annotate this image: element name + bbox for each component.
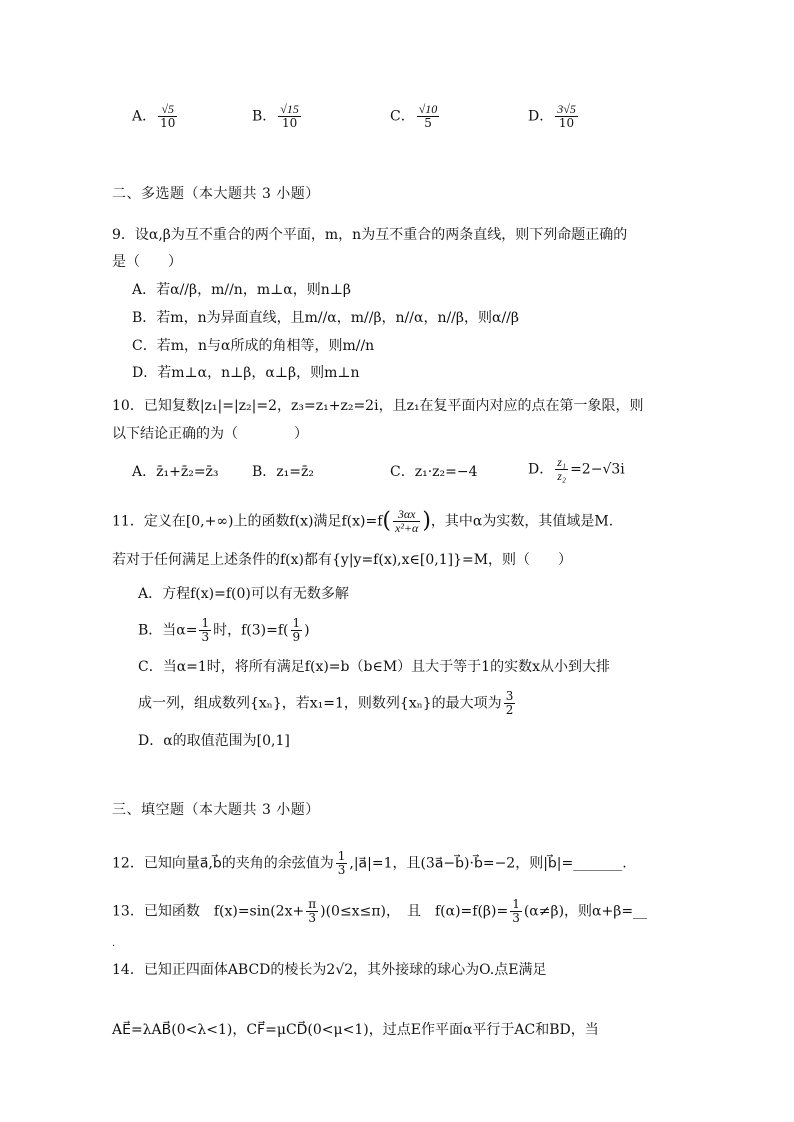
q9-option-d: D．若m⊥α，n⊥β，α⊥β，则m⊥n xyxy=(132,365,360,381)
q8-option-b: B． $\frac{√15}{10}$ xyxy=(252,102,299,130)
q9-option-a: A．若α//β，m//n，m⊥α，则n⊥β xyxy=(132,282,351,298)
q11-option-c-line2: 成一列，组成数列{xₙ}，若x₁=1，则数列{xₙ}的最大项为 $\frac{3}{2}$ xyxy=(138,689,514,717)
q11-option-b: B．当α= $\frac{1}{3}$ 时，f(3)=f( $\frac{1}{9}$ ) xyxy=(138,616,310,644)
q11-stem-line2: 若对于任何满足上述条件的f(x)都有{y|y=f(x),x∈[0,1]}=M，则（ ） xyxy=(112,552,573,568)
q8-option-c: C． $\frac{√10}{5}$ xyxy=(390,102,438,130)
q10-stem-line1: 10．已知复数|z₁|=|z₂|=2，z₃=z₁+z₂=2i，且z₁在复平面内对应的点在第一象限，则 xyxy=(112,398,644,414)
q11-option-c-line1: C．当α=1时，将所有满足f(x)=b（b∈M）且大于等于1的实数x从小到大排 xyxy=(138,659,610,675)
q10-stem-line2: 以下结论正确的为（ ） xyxy=(112,426,308,442)
q13-stem: 13．已知函数 f(x)=sin(2x+ $\frac{\pi}{3}$ )(0≤x≤π)， 且 f(α)=f(β)= $\frac{1}{3}$ (α≠β)，则α+β=__ xyxy=(112,897,648,925)
q13-trailing-dot: . xyxy=(112,938,116,949)
q14-stem-line1: 14．已知正四面体ABCD的棱长为2√2，其外接球的球心为O.点E满足 xyxy=(112,962,547,978)
q10-option-b: B．z₁=z̄₂ xyxy=(252,464,314,480)
q9-stem-line2: 是（ ） xyxy=(112,254,182,270)
q10-option-a: A．z̄₁+z̄₂=z̄₃ xyxy=(132,464,219,480)
q11-option-a: A．方程f(x)=f(0)可以有无数多解 xyxy=(138,586,349,602)
section-3-title: 三、填空题（本大题共 3 小题） xyxy=(112,802,320,818)
q8-option-a: A． $\frac{√5}{10}$ xyxy=(132,102,176,130)
q11-stem-line1: 11．定义在[0,+∞)上的函数f(x)满足f(x)=f( $\frac{3\alpha x}{\text{x²+α}}$ )，其中α为实数，其值域是M. xyxy=(112,507,614,535)
q12-stem: 12．已知向量a⃗,b⃗的夹角的余弦值为 $\frac{1}{3}$ ,|a⃗|=1，且(3a⃗−b⃗)·b⃗=−2，则|b⃗|=_______. xyxy=(112,849,627,877)
q10-option-d: D． $\frac{\text{z₁}}{\text{z₂}}$ =2−√3i xyxy=(528,455,625,483)
q8-option-d: D． $\frac{3√5}{10}$ xyxy=(528,102,576,130)
q9-stem-line1: 9．设α,β为互不重合的两个平面，m，n为互不重合的两条直线，则下列命题正确的 xyxy=(112,227,628,243)
q10-option-c: C．z₁·z₂=−4 xyxy=(390,464,478,480)
section-2-title: 二、多选题（本大题共 3 小题） xyxy=(112,186,320,202)
q9-option-c: C．若m，n与α所成的角相等，则m//n xyxy=(132,338,375,354)
q9-option-b: B．若m，n为异面直线，且m//α，m//β，n//α，n//β，则α//β xyxy=(132,310,519,326)
q14-stem-line2: AE⃗=λAB⃗(0<λ<1)，CF⃗=μCD⃗(0<μ<1)，过点E作平面α平行于AC和BD，当 xyxy=(112,1022,599,1038)
q11-option-d: D．α的取值范围为[0,1] xyxy=(138,733,290,749)
